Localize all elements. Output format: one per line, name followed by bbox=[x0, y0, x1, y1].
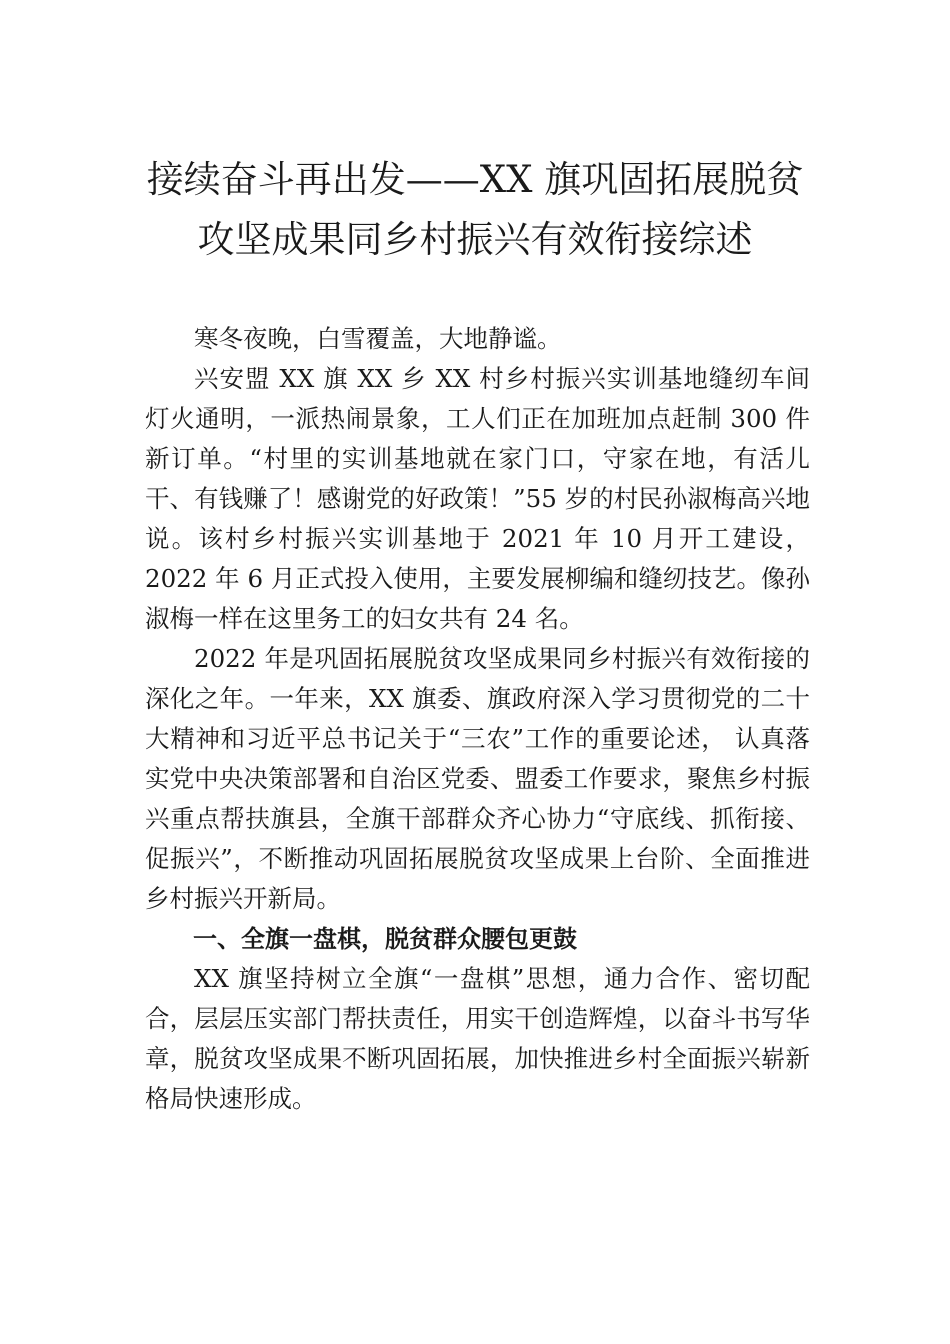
paragraph-opening: 寒冬夜晚，白雪覆盖，大地静谧。 bbox=[194, 324, 562, 353]
section-heading: 一、全旗一盘棋，脱贫群众腰包更鼓 bbox=[193, 925, 577, 953]
paragraph-section-one: XX 旗坚持树立全旗“一盘棋”思想，通力合作、密切配合，层层压实部门帮扶责任，用实干创造辉煌，以奋斗书写华章，脱贫攻坚成果不断巩固拓展，加快推进乡村全面振兴崭新格局快速形成。 bbox=[145, 964, 810, 1113]
document-title: 接续奋斗再出发——XX 旗巩固拓展脱贫攻坚成果同乡村振兴有效衔接综述 bbox=[146, 158, 804, 261]
document-body bbox=[145, 319, 810, 1119]
paragraph-overview: 2022 年是巩固拓展脱贫攻坚成果同乡村振兴有效衔接的深化之年。一年来，XX 旗委、旗政府深入学习贯彻党的二十大精神和习近平总书记关于“三农”工作的重要论述， 认真落实党中央决策部署和自治区党委、盟委工作要求，聚焦乡村振兴重点帮扶旗县，全旗干部群众齐心协力“守底线、抓衔接、促振兴”，不断推动巩固拓展脱贫攻坚成果上台阶、全面推进乡村振兴开新局。 bbox=[145, 644, 810, 913]
paragraph-workshop: 兴安盟 XX 旗 XX 乡 XX 村乡村振兴实训基地缝纫车间灯火通明，一派热闹景象，工人们正在加班加点赶制 300 件新订单。“村里的实训基地就在家门口，守家在地，有活儿干、有钱赚了！感谢党的好政策！”55 岁的村民孙淑梅高兴地说。该村乡村振兴实训基地于 2021 年 10 月开工建设，2022 年 6 月正式投入使用，主要发展柳编和缝纫技艺。像孙淑梅一样在这里务工的妇女共有 24 名。 bbox=[145, 364, 810, 633]
